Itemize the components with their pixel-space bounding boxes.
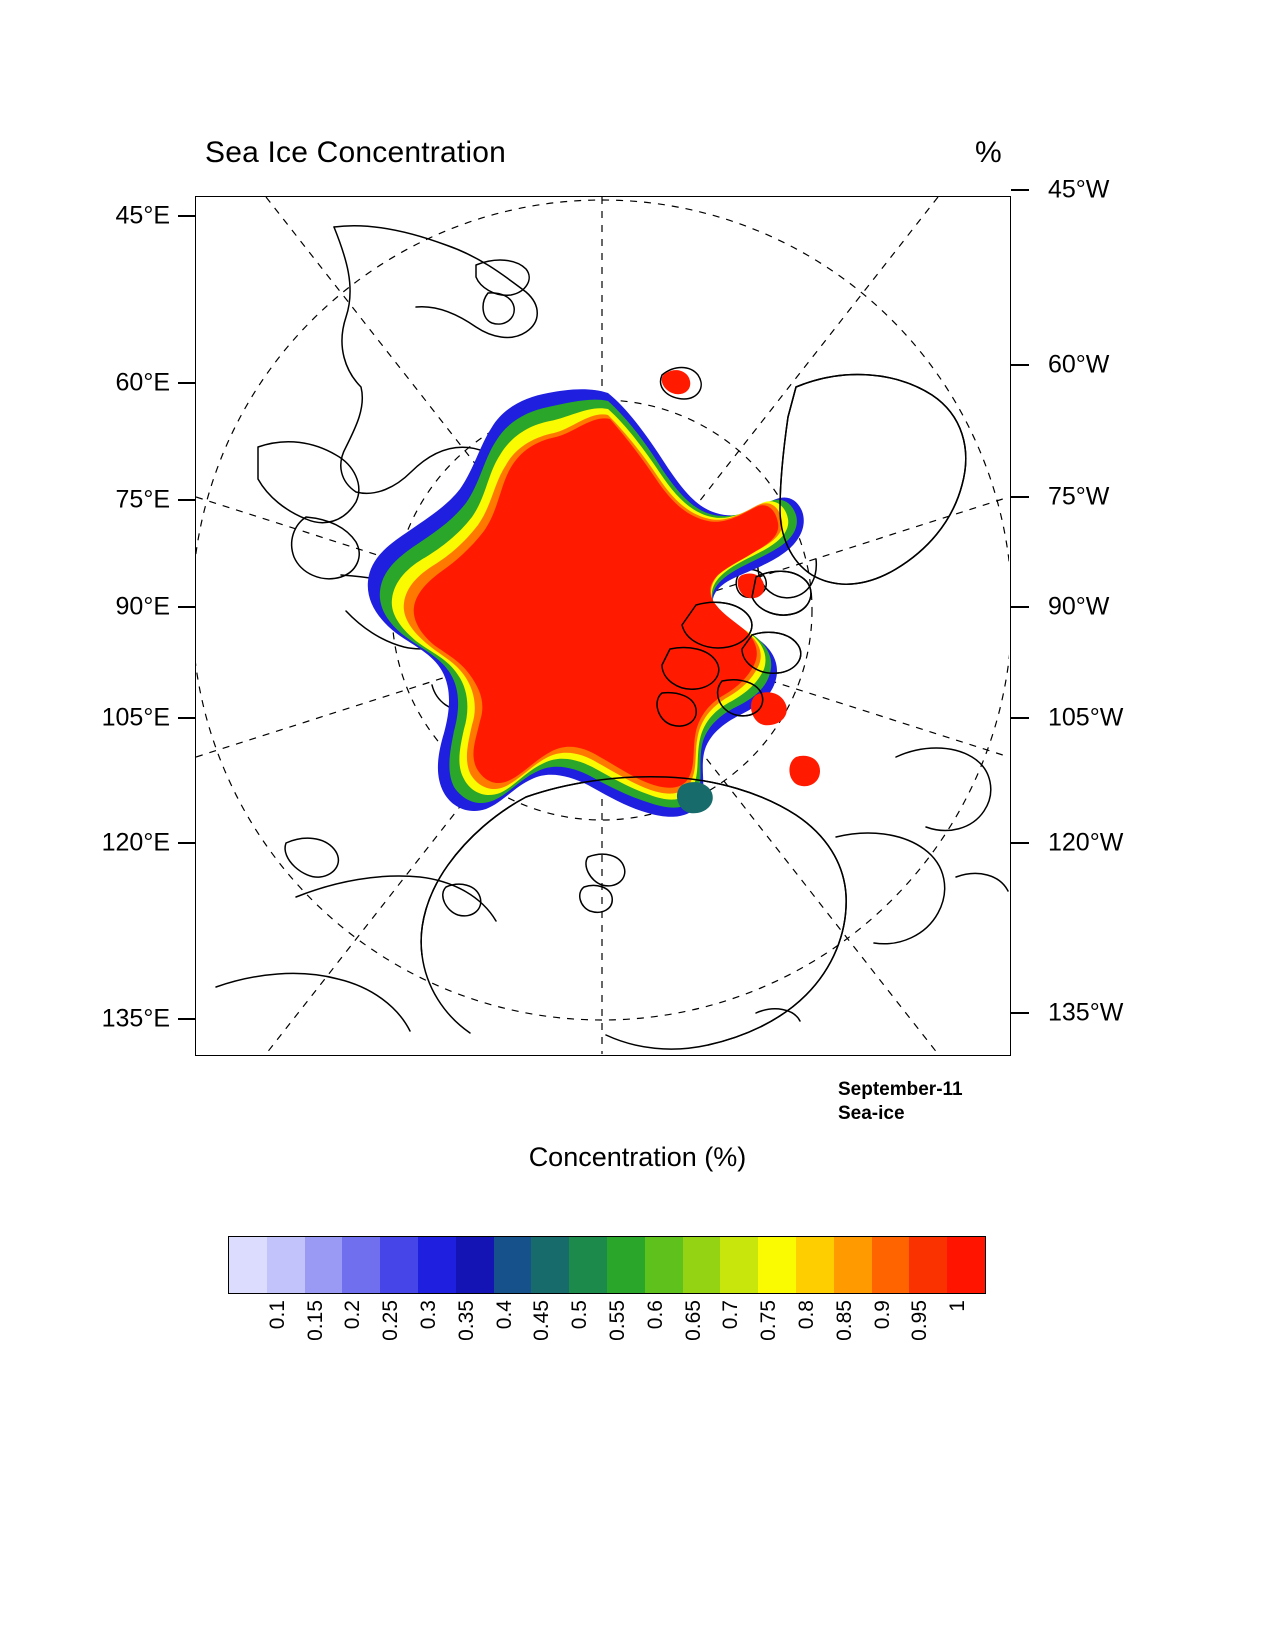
colorbar-swatch-2 (305, 1237, 343, 1293)
colorbar-tick-4: 0.3 (417, 1300, 440, 1330)
colorbar-tick-13: 0.75 (757, 1300, 781, 1341)
colorbar-swatch-19 (947, 1237, 985, 1293)
axis-label-left-6: 135°E (101, 1004, 170, 1033)
colorbar-tick-9: 0.55 (606, 1300, 629, 1341)
colorbar-tick-8: 0.5 (568, 1300, 592, 1330)
colorbar-swatch-14 (758, 1237, 796, 1293)
colorbar-tick-1: 0.15 (303, 1300, 327, 1341)
colorbar-swatch-1 (267, 1237, 305, 1293)
axis-tick-left-3 (178, 606, 196, 608)
axis-tick-right-3 (1011, 606, 1029, 608)
axis-tick-left-1 (178, 382, 196, 384)
colorbar-tick-14: 0.8 (795, 1300, 818, 1330)
axis-label-right-4: 105°W (1048, 703, 1124, 732)
colorbar-swatch-5 (418, 1237, 456, 1293)
colorbar-swatch-8 (531, 1237, 569, 1293)
axis-tick-left-0 (178, 215, 196, 217)
axis-label-right-5: 120°W (1048, 828, 1124, 857)
axis-tick-left-2 (178, 499, 196, 501)
axis-tick-right-0 (1011, 189, 1029, 191)
colorbar-swatch-9 (569, 1237, 607, 1293)
axis-label-left-2: 75°E (115, 485, 170, 514)
axis-label-right-3: 90°W (1048, 592, 1110, 621)
colorbar-tick-11: 0.65 (681, 1300, 705, 1341)
axis-tick-left-5 (178, 842, 196, 844)
colorbar-tick-6: 0.4 (492, 1300, 516, 1330)
colorbar-swatch-15 (796, 1237, 834, 1293)
colorbar-swatch-13 (720, 1237, 758, 1293)
colorbar-tick-labels (228, 1300, 984, 1390)
colorbar-swatch-10 (607, 1237, 645, 1293)
colorbar-swatch-17 (872, 1237, 910, 1293)
axis-label-left-0: 45°E (115, 201, 170, 230)
axis-tick-right-4 (1011, 717, 1029, 719)
colorbar-swatch-18 (909, 1237, 947, 1293)
axis-label-left-3: 90°E (115, 592, 170, 621)
axis-label-right-1: 60°W (1048, 350, 1110, 379)
colorbar-swatch-12 (683, 1237, 721, 1293)
axis-label-right-6: 135°W (1048, 998, 1124, 1027)
axis-tick-right-1 (1011, 364, 1029, 366)
colorbar-tick-18: 1 (946, 1300, 970, 1312)
date-annotation (838, 1078, 963, 1126)
axis-label-right-2: 75°W (1048, 482, 1110, 511)
axis-tick-right-6 (1011, 1012, 1029, 1014)
colorbar-tick-12: 0.7 (719, 1300, 743, 1330)
colorbar-swatch-6 (456, 1237, 494, 1293)
colorbar-title: Concentration (%) (528, 1142, 747, 1172)
colorbar-swatch-0 (229, 1237, 267, 1293)
axis-label-right-0: 45°W (1048, 175, 1110, 204)
colorbar-tick-17: 0.95 (908, 1300, 932, 1341)
colorbar-tick-15: 0.85 (832, 1300, 856, 1341)
colorbar[interactable] (228, 1236, 986, 1294)
map-plot-area[interactable] (195, 196, 1011, 1056)
annotation-line-2: Sea-ice (838, 1102, 905, 1124)
axis-label-left-4: 105°E (101, 703, 170, 732)
colorbar-tick-5: 0.35 (454, 1300, 478, 1341)
axis-tick-left-6 (178, 1018, 196, 1020)
axis-tick-right-2 (1011, 496, 1029, 498)
colorbar-tick-2: 0.2 (341, 1300, 365, 1330)
colorbar-swatch-16 (834, 1237, 872, 1293)
colorbar-tick-3: 0.25 (379, 1300, 403, 1341)
axis-label-left-5: 120°E (101, 828, 170, 857)
colorbar-swatch-11 (645, 1237, 683, 1293)
colorbar-swatch-7 (494, 1237, 532, 1293)
colorbar-tick-0: 0.1 (265, 1300, 289, 1330)
page-title: Sea Ice Concentration (205, 136, 507, 169)
colorbar-swatch-4 (380, 1237, 418, 1293)
axis-label-left-1: 60°E (115, 368, 170, 397)
units-label: % (975, 136, 1002, 169)
colorbar-tick-16: 0.9 (870, 1300, 894, 1330)
colorbar-tick-7: 0.45 (530, 1300, 554, 1341)
axis-tick-left-4 (178, 717, 196, 719)
colorbar-swatch-3 (342, 1237, 380, 1293)
colorbar-tick-10: 0.6 (643, 1300, 667, 1330)
annotation-line-1: September-11 (838, 1079, 963, 1100)
axis-tick-right-5 (1011, 842, 1029, 844)
